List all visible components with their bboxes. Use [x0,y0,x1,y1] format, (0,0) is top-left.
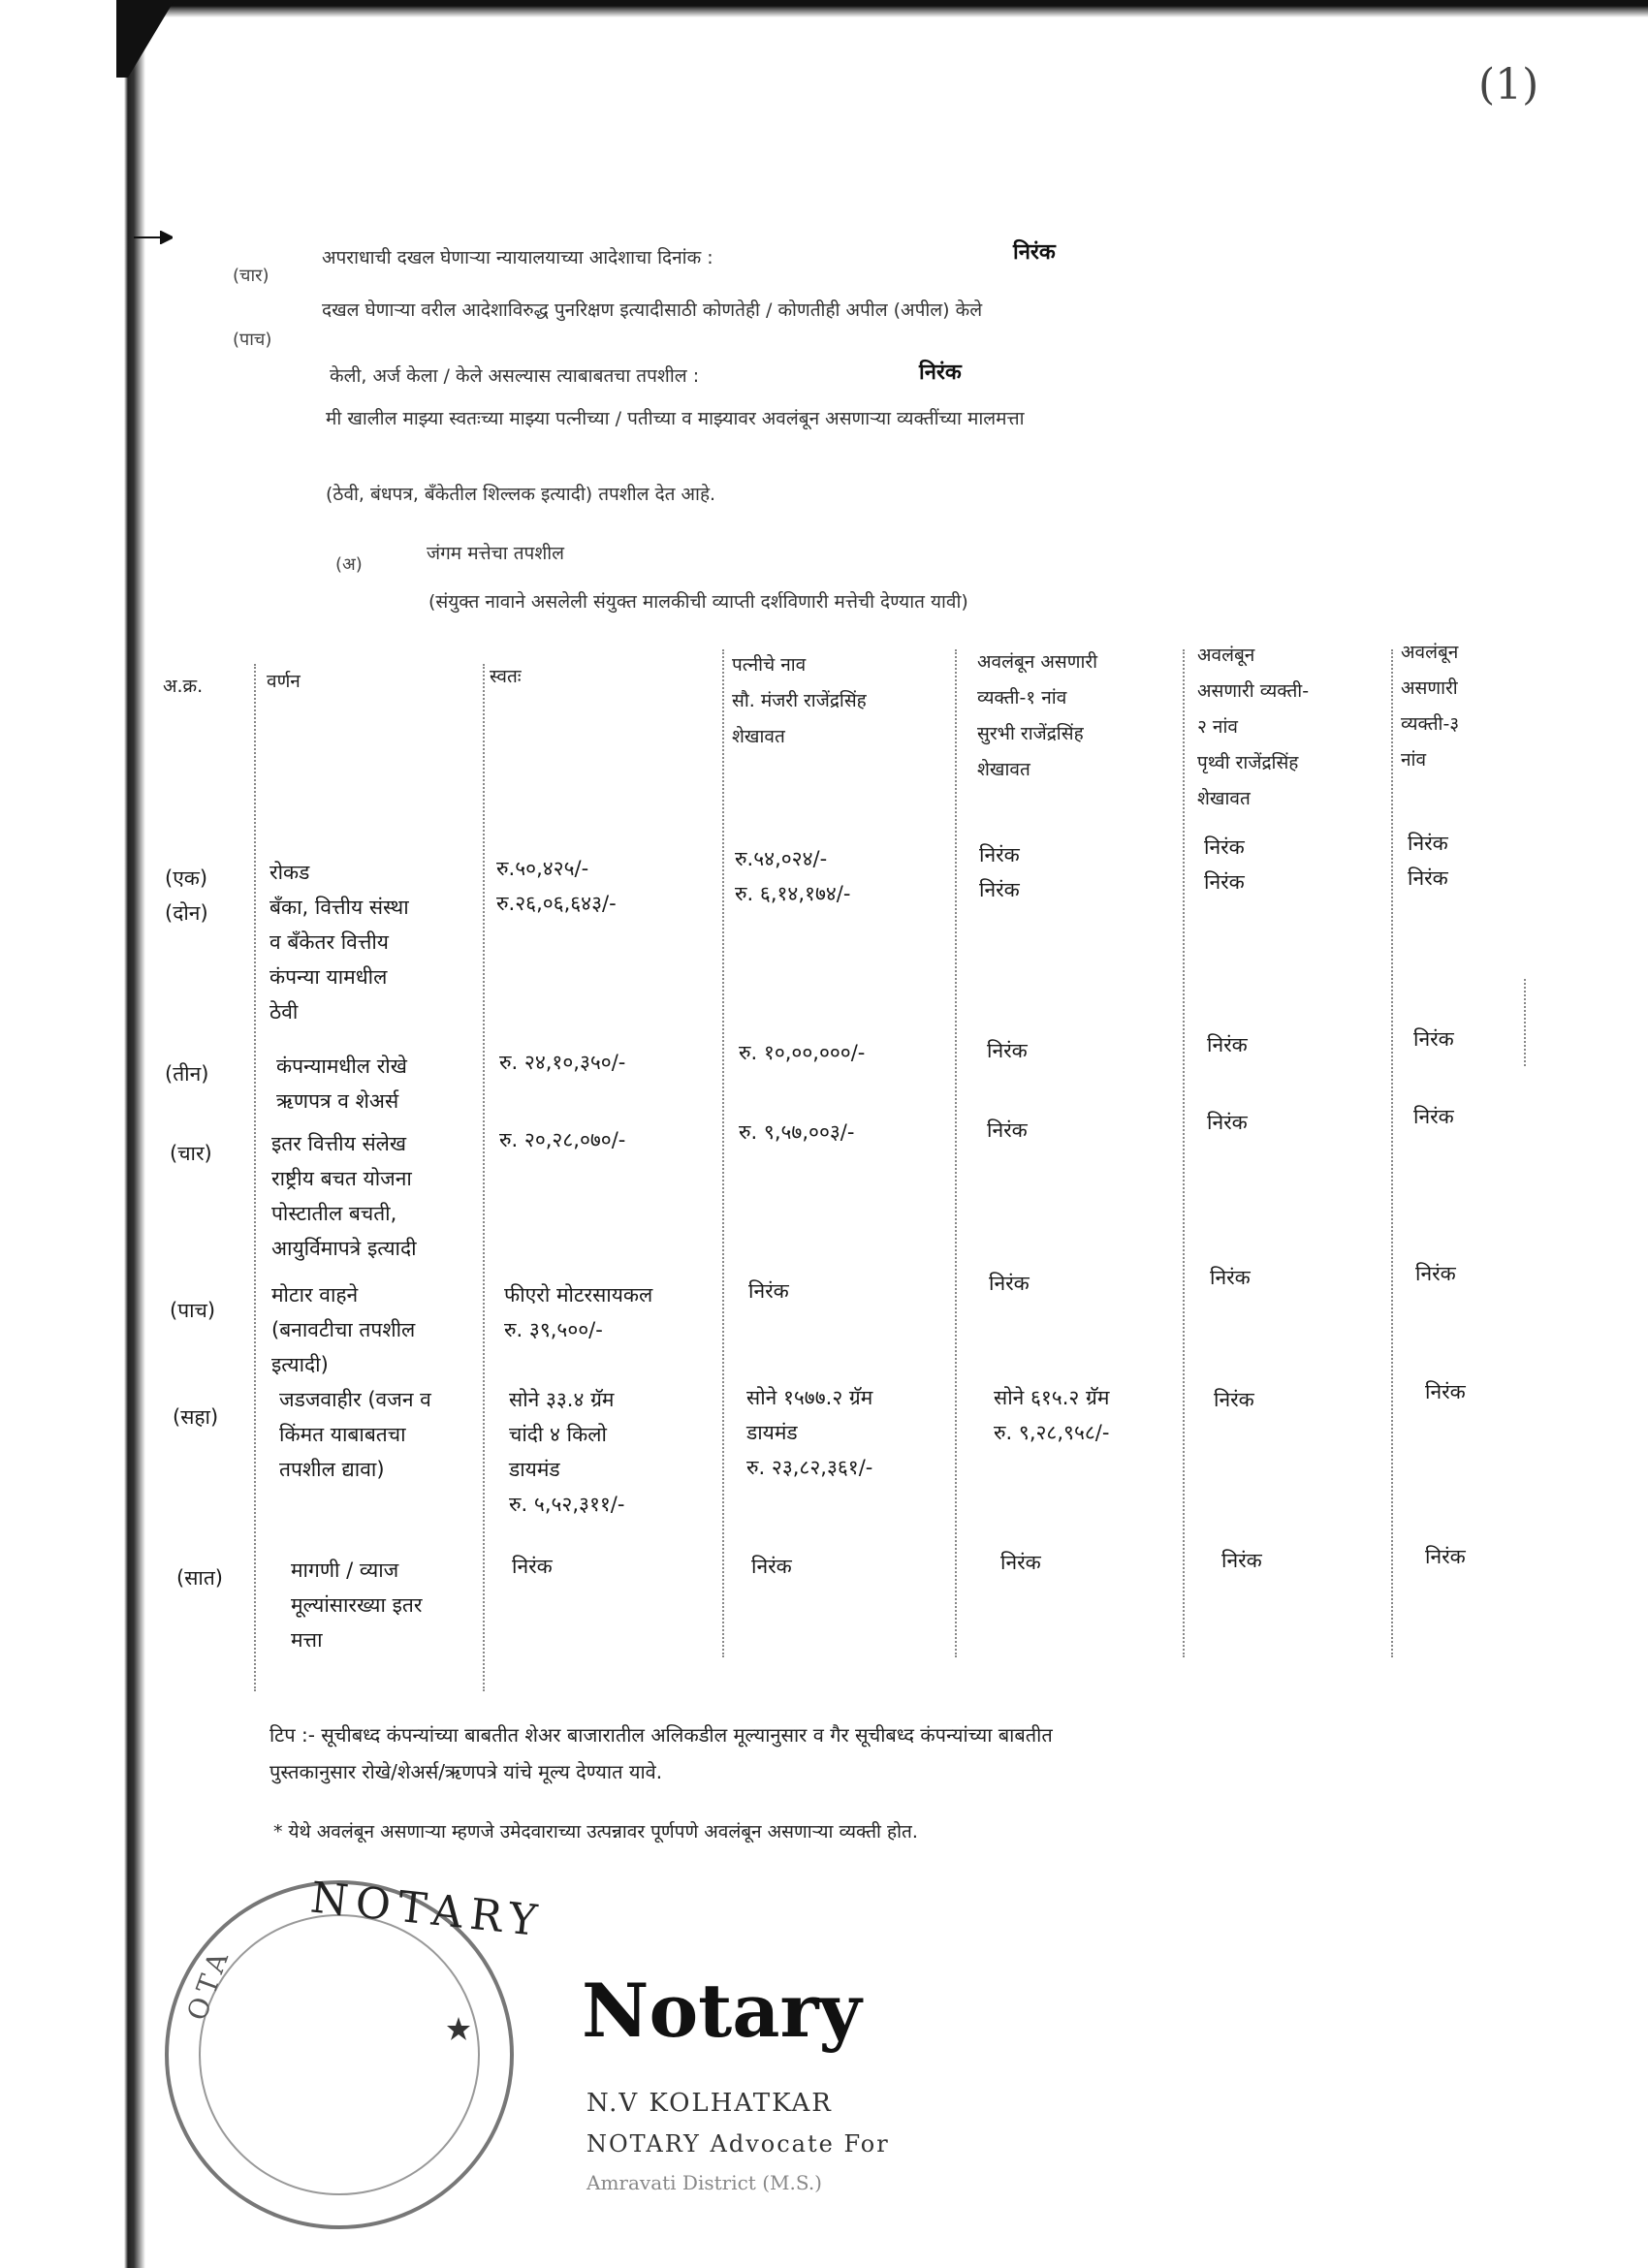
row1-serial: (एक) (दोन) [165,866,208,925]
row5-dependent-2: निरंक [1214,1388,1254,1411]
row5-dependent-3: निरंक [1425,1380,1466,1403]
row4-spouse: निरंक [748,1279,789,1303]
notary-name: N.V KOLHATKAR [586,2089,833,2118]
row3-self: रु. २०,२८,०७०/- [499,1128,626,1151]
row1-dependent-3: निरंक निरंक [1408,832,1448,890]
row4-self: फीएरो मोटरसायकल रु. ३९,५००/- [504,1283,653,1341]
scan-top-edge [116,0,1648,17]
header-dependent-3: अवलंबून असणारी व्यक्ती-३ नांव [1401,642,1460,771]
intro-line-6: जंगम मत्तेचा तपशील [427,543,565,564]
row3-dependent-2: निरंक [1207,1111,1248,1134]
tip-line-2: पुस्तकानुसार रोखे/शेअर्स/ऋणपत्रे यांचे मूल्य देण्यात यावे. [269,1760,663,1783]
intro-line-7: (संयुक्त नावाने असलेली संयुक्त मालकीची व्याप्ती दर्शविणारी मत्तेची देण्यात यावी) [428,591,968,613]
header-serial: अ.क्र. [163,676,204,697]
row2-dependent-2: निरंक [1207,1033,1248,1056]
row6-description: मागणी / व्याज मूल्यांसारख्या इतर मत्ता [291,1559,423,1652]
scan-corner-shadow [116,0,174,78]
row3-description: इतर वित्तीय संलेख राष्ट्रीय बचत योजना पोस्टातील बचती, आयुर्विमापत्रे इत्यादी [271,1132,417,1260]
table-divider [1524,979,1526,1066]
intro-line-1: अपराधाची दखल घेणाऱ्या न्यायालयाच्या आदेशाचा दिनांक : [322,247,713,268]
table-divider [722,649,724,1657]
row5-description: जडजवाहीर (वजन व किंमत याबाबतचा तपशील द्यावा) [279,1388,431,1481]
row4-dependent-3: निरंक [1415,1262,1456,1285]
notary-district: Amravati District (M.S.) [586,2171,822,2194]
header-dependent-2: अवलंबून असणारी व्यक्ती- २ नांव पृथ्वी राजेंद्रसिंह शेखावत [1197,645,1310,809]
row6-self: निरंक [512,1555,553,1578]
row2-spouse: रु. १०,००,०००/- [739,1041,866,1064]
notary-title: NOTARY Advocate For [586,2130,890,2158]
row1-spouse: रु.५४,०२४/- रु. ६,१४,१७४/- [735,847,851,905]
intro-label-5: (पाच) [233,330,272,350]
page-number: (1) [1478,60,1539,110]
tip-line-1: टिप :- सूचीबध्द कंपन्यांच्या बाबतीत शेअर बाजारातील अलिकडील मूल्यानुसार व गैर सूचीबध्द कंपन्यांच्या बाबतीत [269,1723,1053,1747]
row1-dependent-2: निरंक निरंक [1204,835,1245,894]
row6-dependent-1: निरंक [1000,1551,1041,1574]
row6-spouse: निरंक [751,1555,792,1578]
notary-seal-inner [199,1914,480,2195]
seal-side-text: OTA [180,1942,238,2025]
intro-label-4: (चार) [233,266,269,286]
row6-dependent-2: निरंक [1221,1549,1262,1572]
row4-dependent-1: निरंक [989,1272,1030,1295]
row6-dependent-3: निरंक [1425,1545,1466,1568]
intro-value-3: निरंक [919,361,962,385]
intro-line-2: दखल घेणाऱ्या वरील आदेशाविरुद्ध पुनरिक्षण इत्यादीसाठी कोणतेही / कोणतीही अपील (अपील) केले [322,299,983,321]
notary-heading: Notary [582,1968,862,2054]
row1-dependent-1: निरंक निरंक [979,843,1020,901]
row2-description: कंपन्यामधील रोखे ऋणपत्र व शेअर्स [276,1055,407,1113]
row3-spouse: रु. ९,५७,००३/- [739,1120,855,1144]
row4-serial: (पाच) [170,1299,216,1322]
table-divider [483,664,485,1691]
row2-dependent-1: निरंक [987,1039,1028,1062]
footnote: * येथे अवलंबून असणाऱ्या म्हणजे उमेदवाराच्या उत्पन्नावर पूर्णपणे अवलंबून असणाऱ्या व्यक्ती होत. [273,1821,918,1843]
header-description: वर्णन [267,671,301,692]
header-dependent-1: अवलंबून असणारी व्यक्ती-१ नांव सुरभी राजेंद्रसिंह शेखावत [977,651,1098,780]
row2-dependent-3: निरंक [1413,1027,1454,1051]
row3-dependent-1: निरंक [987,1118,1028,1142]
row2-self: रु. २४,१०,३५०/- [499,1051,626,1074]
row4-description: मोटार वाहने (बनावटीचा तपशील इत्यादी) [271,1283,416,1376]
table-divider [955,649,957,1657]
row1-description: रोकड बँका, वित्तीय संस्था व बँकेतर वित्तीय कंपन्या यामधील ठेवी [269,861,409,1024]
row2-serial: (तीन) [165,1062,209,1086]
table-divider [1183,649,1185,1657]
table-divider [1391,649,1393,1657]
header-self: स्वतः [490,666,522,687]
arrow-mark-icon [134,231,173,244]
row5-self: सोने ३३.४ ग्रॅम चांदी ४ किलो डायमंड रु. ५,५२,३११/- [509,1388,625,1516]
intro-line-3: केली, अर्ज केला / केले असल्यास त्याबाबतचा तपशील : [330,365,700,387]
row5-spouse: सोने १५७७.२ ग्रॅम डायमंड रु. २३,८२,३६१/- [746,1386,873,1479]
header-spouse: पत्नीचे नाव सौ. मंजरी राजेंद्रसिंह शेखावत [732,654,867,747]
intro-line-4: मी खालील माझ्या स्वतःच्या माझ्या पत्नीच्या / पतीच्या व माझ्यावर अवलंबून असणाऱ्या व्यक्तींच्या मालमत्ता [326,408,1025,429]
seal-ring-text: NOTARY [307,1873,548,1947]
row3-serial: (चार) [170,1142,212,1165]
row1-self: रु.५०,४२५/- रु.२६,०६,६४३/- [496,857,617,915]
table-divider [254,664,256,1691]
row5-serial: (सहा) [173,1405,219,1429]
star-icon [446,2016,471,2041]
intro-value-1: निरंक [1013,240,1056,265]
row5-dependent-1: सोने ६१५.२ ग्रॅम रु. ९,२८,९५८/- [994,1386,1110,1444]
intro-line-5: (ठेवी, बंधपत्र, बँकेतील शिल्लक इत्यादी) तपशील देत आहे. [326,484,716,505]
row4-dependent-2: निरंक [1210,1266,1251,1289]
row3-dependent-3: निरंक [1413,1105,1454,1128]
row6-serial: (सात) [176,1566,223,1590]
scan-left-edge [0,0,145,2268]
intro-label-a: (अ) [335,554,363,575]
